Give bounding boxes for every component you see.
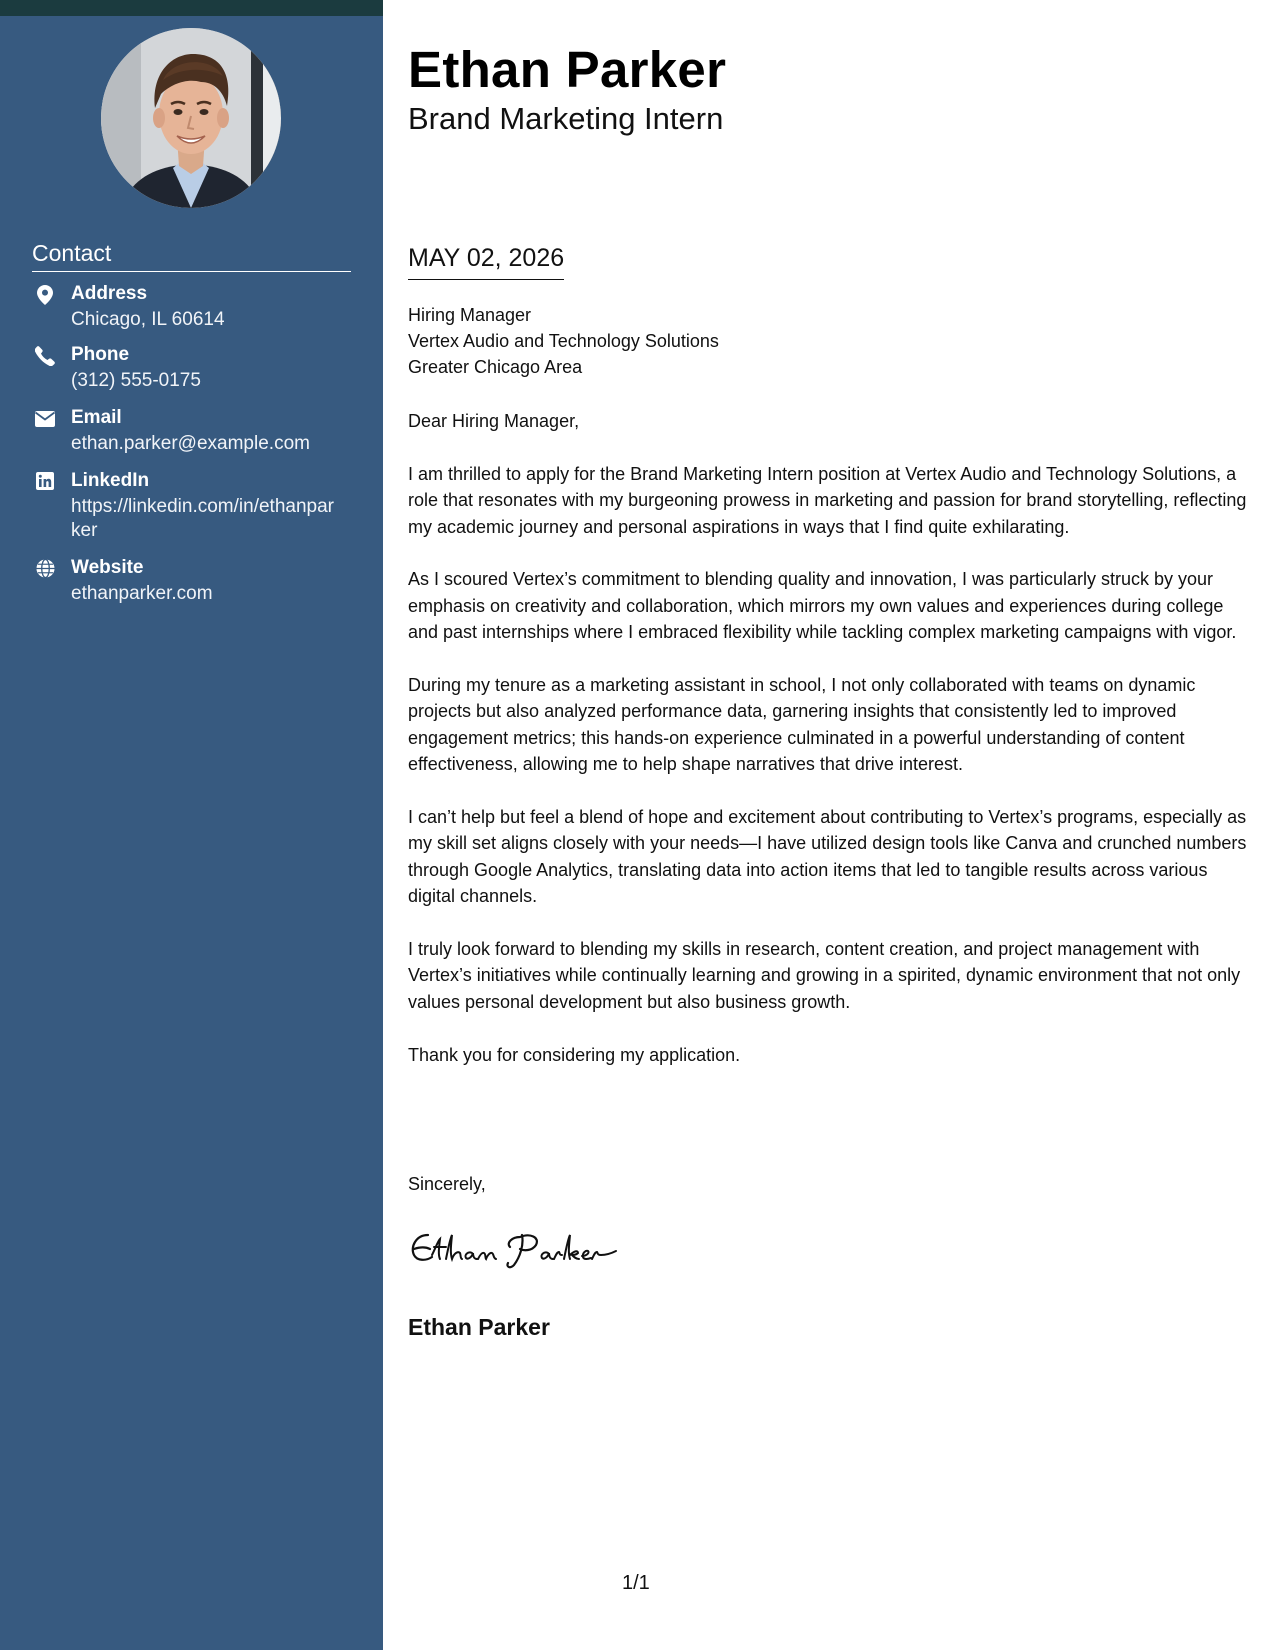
closing: Sincerely,: [408, 1174, 486, 1194]
recipient-line: Greater Chicago Area: [408, 357, 583, 377]
applicant-name: Ethan Parker: [408, 41, 727, 98]
page-number: 1/1: [622, 1572, 650, 1594]
avatar: [101, 28, 281, 208]
handwritten-signature: [406, 1225, 646, 1275]
contact-value-email[interactable]: ethan.parker@example.com: [71, 433, 310, 454]
sidebar: [0, 0, 383, 1650]
contact-label-address: Address: [71, 283, 148, 304]
contact-label-website: Website: [71, 557, 144, 578]
body-paragraph: I can’t help but feel a blend of hope and excitement about contributing to Vertex’s programs, especially as my skill set aligns closely with your needs—I have utilized design tools like Canva and crunched numbers through Google Analytics, translating data into action items that led to tangible results across various digital channels.: [408, 807, 1247, 907]
body-paragraph: I am thrilled to apply for the Brand Marketing Intern position at Vertex Audio and Technology Solutions, a role that resonates with my burgeoning prowess in marketing and passion for brand storytelling, reflecting my academic journey and personal aspirations in ways that I find quite exhilarating.: [408, 463, 1247, 537]
globe-icon: [32, 559, 58, 581]
recipient-line: Hiring Manager: [408, 305, 532, 325]
recipient-block: [408, 302, 1248, 380]
envelope-icon: [32, 409, 58, 431]
contact-value-website[interactable]: ethanparker.com: [71, 583, 213, 604]
body-paragraph: I truly look forward to blending my skills in research, content creation, and project management with Vertex’s initiatives while continually learning and growing in a spirited, dynamic environment that not only values personal development but also business growth.: [408, 939, 1241, 1012]
signer-name: Ethan Parker: [408, 1314, 550, 1340]
job-title: Brand Marketing Intern: [408, 101, 724, 136]
phone-icon: [32, 346, 58, 368]
letter-body: [408, 408, 1248, 1094]
contact-label-linkedin: LinkedIn: [71, 470, 150, 491]
contact-heading: Contact: [32, 240, 351, 272]
salutation: Dear Hiring Manager,: [408, 411, 580, 431]
linkedin-icon: [32, 472, 58, 494]
contact-value-linkedin[interactable]: https://linkedin.com/in/ethanparker: [71, 496, 334, 541]
contact-label-email: Email: [71, 407, 122, 428]
letter-date: MAY 02, 2026: [408, 244, 564, 280]
thank-you-line: Thank you for considering my application.: [408, 1044, 741, 1065]
contact-value-phone: (312) 555-0175: [71, 370, 201, 391]
map-pin-icon: [32, 285, 58, 307]
contact-value-address: Chicago, IL 60614: [71, 309, 225, 330]
body-paragraph: As I scoured Vertex’s commitment to blending quality and innovation, I was particularly struck by your emphasis on creativity and collaboration, which mirrors my own values and experiences during college and past internships where I embraced flexibility while tackling complex marketing campaigns with vigor.: [408, 569, 1237, 643]
contact-label-phone: Phone: [71, 344, 130, 365]
sidebar-top-bar: [0, 0, 383, 16]
recipient-line: Vertex Audio and Technology Solutions: [408, 331, 719, 351]
profile-photo: [101, 28, 281, 208]
body-paragraph: During my tenure as a marketing assistant in school, I not only collaborated with teams on dynamic projects but also analyzed performance data, garnering insights that consistently led to improved engagement metrics; this hands-on experience culminated in a powerful understanding of content effectiveness, allowing me to help shape narratives that drive interest.: [408, 675, 1196, 775]
